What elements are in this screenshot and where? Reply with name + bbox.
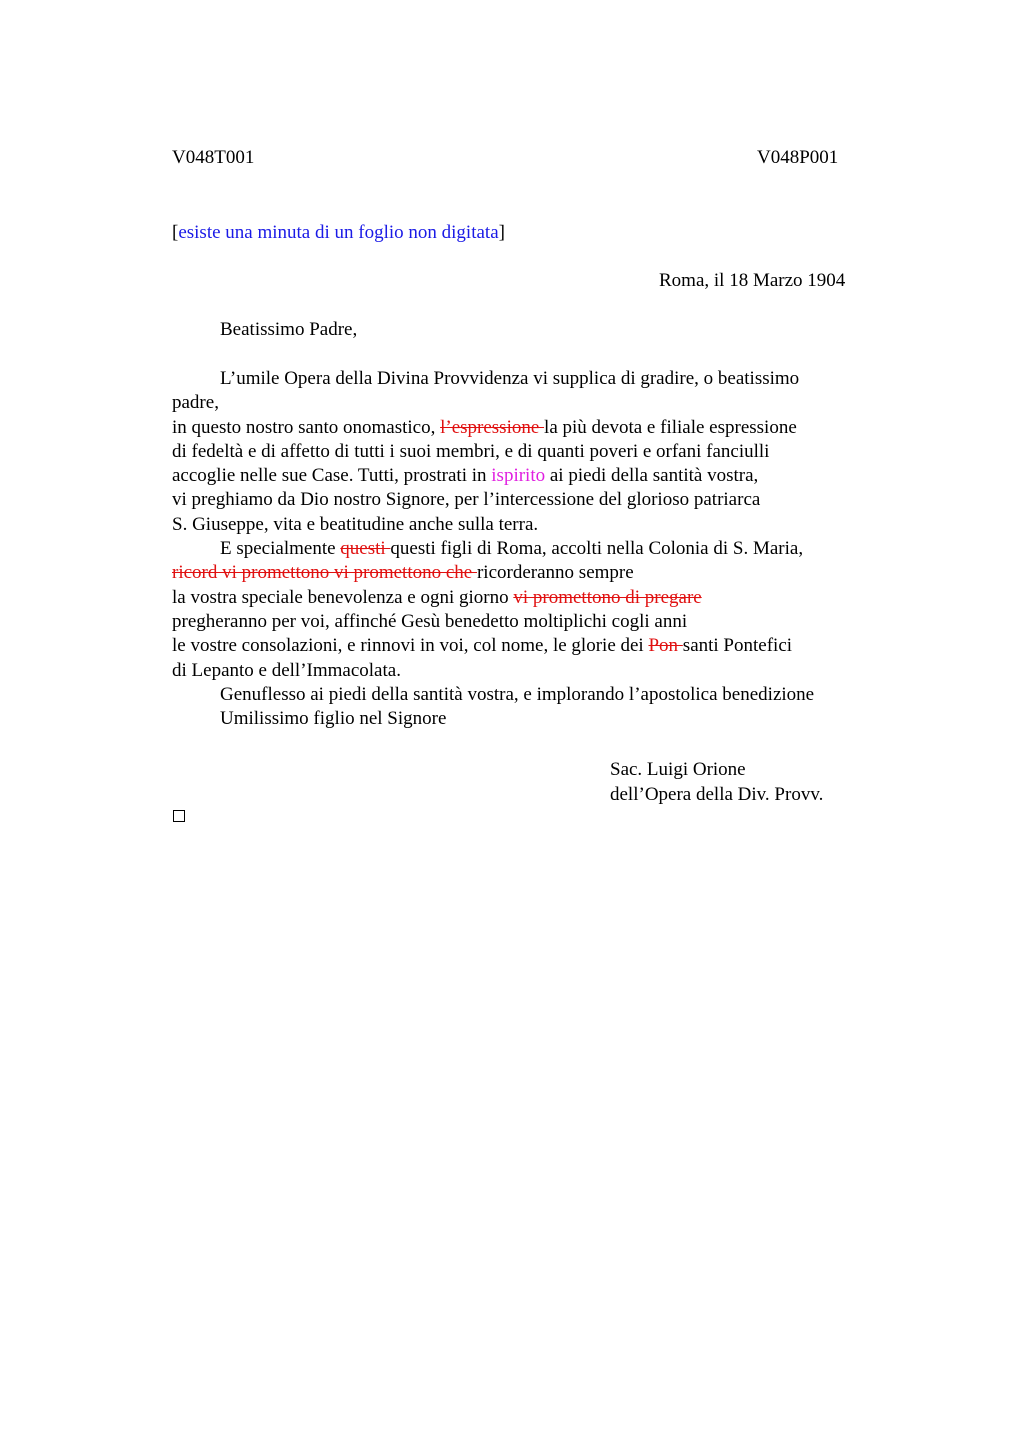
body-line (172, 464, 872, 488)
body-text-segment: la vostra speciale benevolenza e ogni giorno (172, 586, 514, 608)
body-text-segment: E specialmente (220, 538, 341, 560)
struck-text: ricord vi promettono vi promettono che (172, 562, 477, 584)
body-line: S. Giuseppe, vita e beatitudine anche sulla terra. (172, 513, 539, 535)
closing-line: Umilissimo figlio nel Signore (220, 708, 447, 730)
document-code-right: V048P001 (757, 147, 839, 168)
body-line (172, 537, 872, 561)
struck-text: questi (340, 538, 391, 560)
highlighted-text: ispirito (491, 465, 546, 487)
signature-title: dell’Opera della Div. Provv. (610, 784, 824, 805)
body-line: pregheranno per voi, affinché Gesù benedetto moltiplichi cogli anni (172, 610, 688, 632)
body-text-segment: ricorderanno sempre (476, 562, 634, 584)
editorial-note (172, 221, 505, 245)
note-open-bracket: [ (172, 222, 179, 243)
body-text-segment: la più devota e filiale espressione (544, 416, 797, 438)
body-line: di fedeltà e di affetto di tutti i suoi membri, e di quanti poveri e orfani fanciulli (172, 440, 770, 462)
struck-text: l’espressione (440, 416, 545, 438)
body-line (172, 416, 872, 440)
body-line: L’umile Opera della Divina Provvidenza vi supplica di gradire, o beatissimo (220, 368, 800, 389)
body-text-segment: ai piedi della santità vostra, (545, 465, 759, 487)
body-line (172, 586, 872, 610)
body-line: vi preghiamo da Dio nostro Signore, per l’intercessione del glorioso patriarca (172, 489, 761, 511)
checkbox-square-icon (173, 810, 185, 822)
body-text-segment: accoglie nelle sue Case. Tutti, prostrati in (172, 465, 492, 487)
struck-text: Pon (648, 635, 683, 657)
document-code-left: V048T001 (172, 147, 255, 168)
salutation: Beatissimo Padre, (220, 319, 358, 340)
struck-text: vi promettono di pregare (513, 586, 702, 608)
note-close-bracket: ] (498, 222, 505, 243)
body-text-segment: santi Pontefici (682, 635, 793, 657)
body-line (172, 561, 872, 585)
dateline: Roma, il 18 Marzo 1904 (659, 270, 846, 291)
body-line: padre, (172, 392, 219, 414)
body-line (172, 634, 872, 658)
letter-body (172, 367, 872, 731)
body-text-segment: questi figli di Roma, accolti nella Colonia di S. Maria, (390, 538, 804, 560)
body-line: di Lepanto e dell’Immacolata. (172, 659, 401, 681)
body-text-segment: in questo nostro santo onomastico, (172, 416, 441, 438)
note-text: esiste una minuta di un foglio non digitata (178, 222, 499, 243)
signature-name: Sac. Luigi Orione (610, 759, 746, 780)
body-line: Genuflesso ai piedi della santità vostra, e implorando l’apostolica benedizione (220, 683, 815, 705)
body-text-segment: le vostre consolazioni, e rinnovi in voi, col nome, le glorie dei (172, 635, 649, 657)
